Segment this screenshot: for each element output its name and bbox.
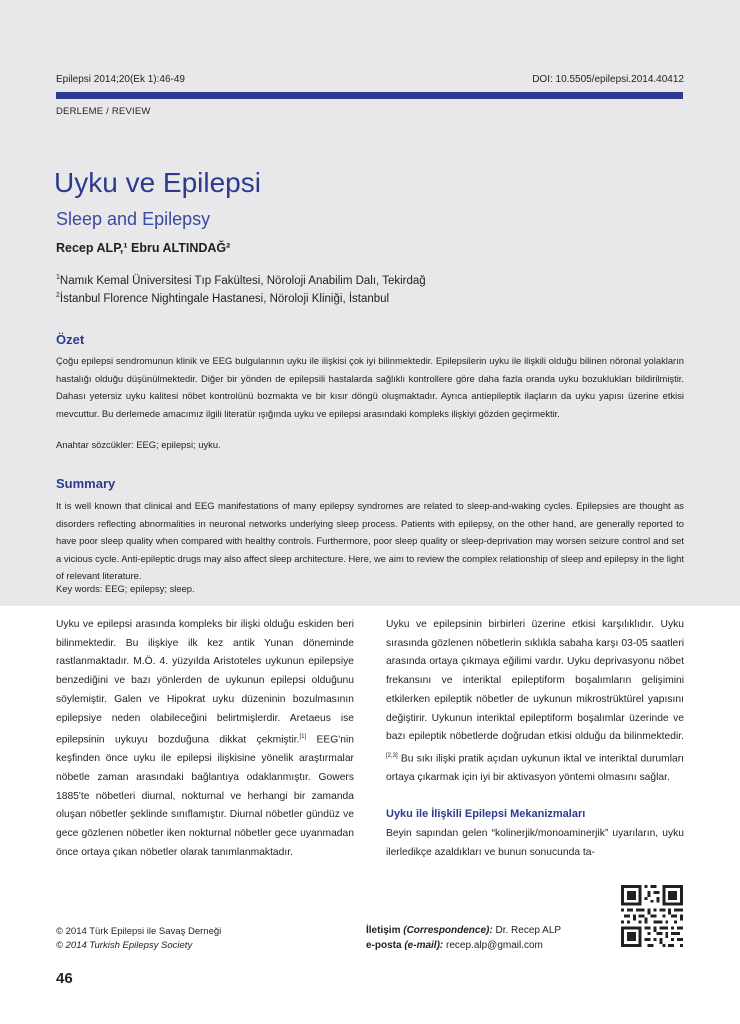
citation-ref[interactable]: [1] [299, 734, 307, 741]
email-link[interactable]: recep.alp@gmail.com [443, 940, 543, 951]
ozet-text: Çoğu epilepsi sendromunun klinik ve EEG bulgularının uyku ile ilişkisi çok iyi bilinmektedir. Epilepsilerin uyku ile ilişkili olduğu bilinen nöronal yolakların hastalığı olduğu düşünülmektedir. Diğer bir yönden de epilepsili hastalarda sağlıklı kontrollere göre daha fazla oranda uyku bozuklukları bildirilmiştir. Dahası yetersiz uyku kalitesi nöbet kontrolünü bozmakta ve bir kısır döngü oluşmaktadır. Ayrıca antiepileptik ilaçların da uyku yapısı üzerine etkisi mevcuttur. Bu derlemede amacımız ilgili literatür ışığında uyku ve epilepsi arasındaki kompleks ilişkiyi gözden geçirmektir. [56, 355, 684, 419]
body-column-left: Uyku ve epilepsi arasında kompleks bir ilişki olduğu eskiden beri bilinmektedir. Bu ilişkiye ilk kez antik Yunan döneminde rastlanmaktadır. M.Ö. 4. yüzyılda Aristoteles uykunun epilepsiye benzediğini ve bazı yönlerden de uykunun epilepsi olduğunu söylemiştir. Galen ve Hipokrat uyku düzeninin bozulmasının epilepsiye neden olabileceğini belirtmişlerdir. Aretaeus ise epilepsinin uykuyu bozduğuna dikkat çekmiştir.[1] EEG'nin keşfinden önce uyku ile epilepsi ilişkisine yönelik araştırmalar nöbetle zaman arasındaki bağlantıya odaklanmıştır. Gowers 1885'te nöbetleri diurnal, nokturnal ve herhangi bir zamanda oluşan nöbetler şeklinde sınıflamıştır. Diurnal nöbetler gündüz ve gece gözlenen nöbetler iken nokturnal nöbetler gece uyanmadan önce ortaya çıkan nöbetler olarak tanımlanmaktadır. [56, 619, 354, 858]
body-column-right-continued: Beyin sapından gelen “kolinerjik/monoaminerjik” uyarıların, uyku ilerledikçe azaldıkları ve bunun sonucunda ta- [386, 828, 684, 858]
ozet-keywords: Anahtar sözcükler: EEG; epilepsi; uyku. [56, 439, 221, 450]
qr-code-icon [621, 885, 683, 947]
copyright-english: © 2014 Turkish Epilepsy Society [56, 940, 193, 951]
doi-link[interactable]: DOI: 10.5505/epilepsi.2014.40412 [532, 74, 684, 85]
summary-heading: Summary [56, 476, 116, 491]
email-line: e-posta (e-mail): recep.alp@gmail.com [366, 940, 543, 951]
page-number: 46 [56, 970, 73, 987]
summary-text: It is well known that clinical and EEG manifestations of many epilepsy syndromes are related to sleep-and-waking cycles. Epilepsies are thought as disorders reflecting abnormalities in neuronal networks underlying sleep process. Patients with epilepsy, on the other hand, are generally reported to have poor sleep quality when compared with healthy controls. Furthermore, poor sleep quality or sleep-deprivation may worsen seizure control and set a vicious cycle. Anti-epileptic drugs may also affect sleep architecture. Here, we aim to review the complex relationship of sleep and epilepsy in the light of relevant literature. [56, 500, 684, 581]
affiliation-1: $^1$Namık Kemal Üniversitesi Tıp Fakültesi, Nöroloji Anabilim Dalı, Tekirdağ [56, 274, 426, 287]
copyright-turkish: © 2014 Türk Epilepsi ile Savaş Derneği [56, 926, 222, 937]
section-tag: DERLEME / REVIEW [56, 106, 151, 117]
citation-ref[interactable]: [2,3] [386, 752, 398, 759]
author-list: Recep ALP,¹ Ebru ALTINDAĞ² [56, 241, 231, 255]
correspondence-line: İletişim (Correspondence): Dr. Recep ALP [366, 925, 562, 936]
ozet-heading: Özet [56, 332, 85, 347]
section-heading: Uyku ile İlişkili Epilepsi Mekanizmaları [386, 808, 586, 820]
article-subtitle: Sleep and Epilepsy [56, 209, 211, 229]
summary-keywords: Key words: EEG; epilepsy; sleep. [56, 583, 195, 594]
header-divider [56, 92, 683, 99]
affiliation-2: $^2$İstanbul Florence Nightingale Hastanesi, Nöroloji Kliniği, İstanbul [56, 292, 390, 305]
journal-reference: Epilepsi 2014;20(Ek 1):46-49 [56, 74, 185, 85]
article-title: Uyku ve Epilepsi [54, 167, 261, 198]
body-column-right: Uyku ve epilepsinin birbirleri üzerine etkisi karşılıklıdır. Uyku sırasında gözlenen nöbetlerin sıklıkla sabaha karşı 03-05 saatleri arasında ortaya çıkmaya eğilimi vardır. Uyku deprivasyonu nöbet frekansını ve interiktal epileptiform boşalımların gelişimini etkilerken epileptik nöbetler de uykunun mikrostrüktürel yapısını değiştirir. Uykunun interiktal epileptiform boşalımlar üzerinde ve bazı epileptik nöbetlerde doğrudan etkisi olduğu da bilinmektedir.[2,3] Bu sıkı ilişki pratik açıdan uykunun iktal ve interiktal durumları ortaya çıkarmak için iyi bir aktivasyon yöntemi olmasını sağlar. [386, 619, 684, 784]
